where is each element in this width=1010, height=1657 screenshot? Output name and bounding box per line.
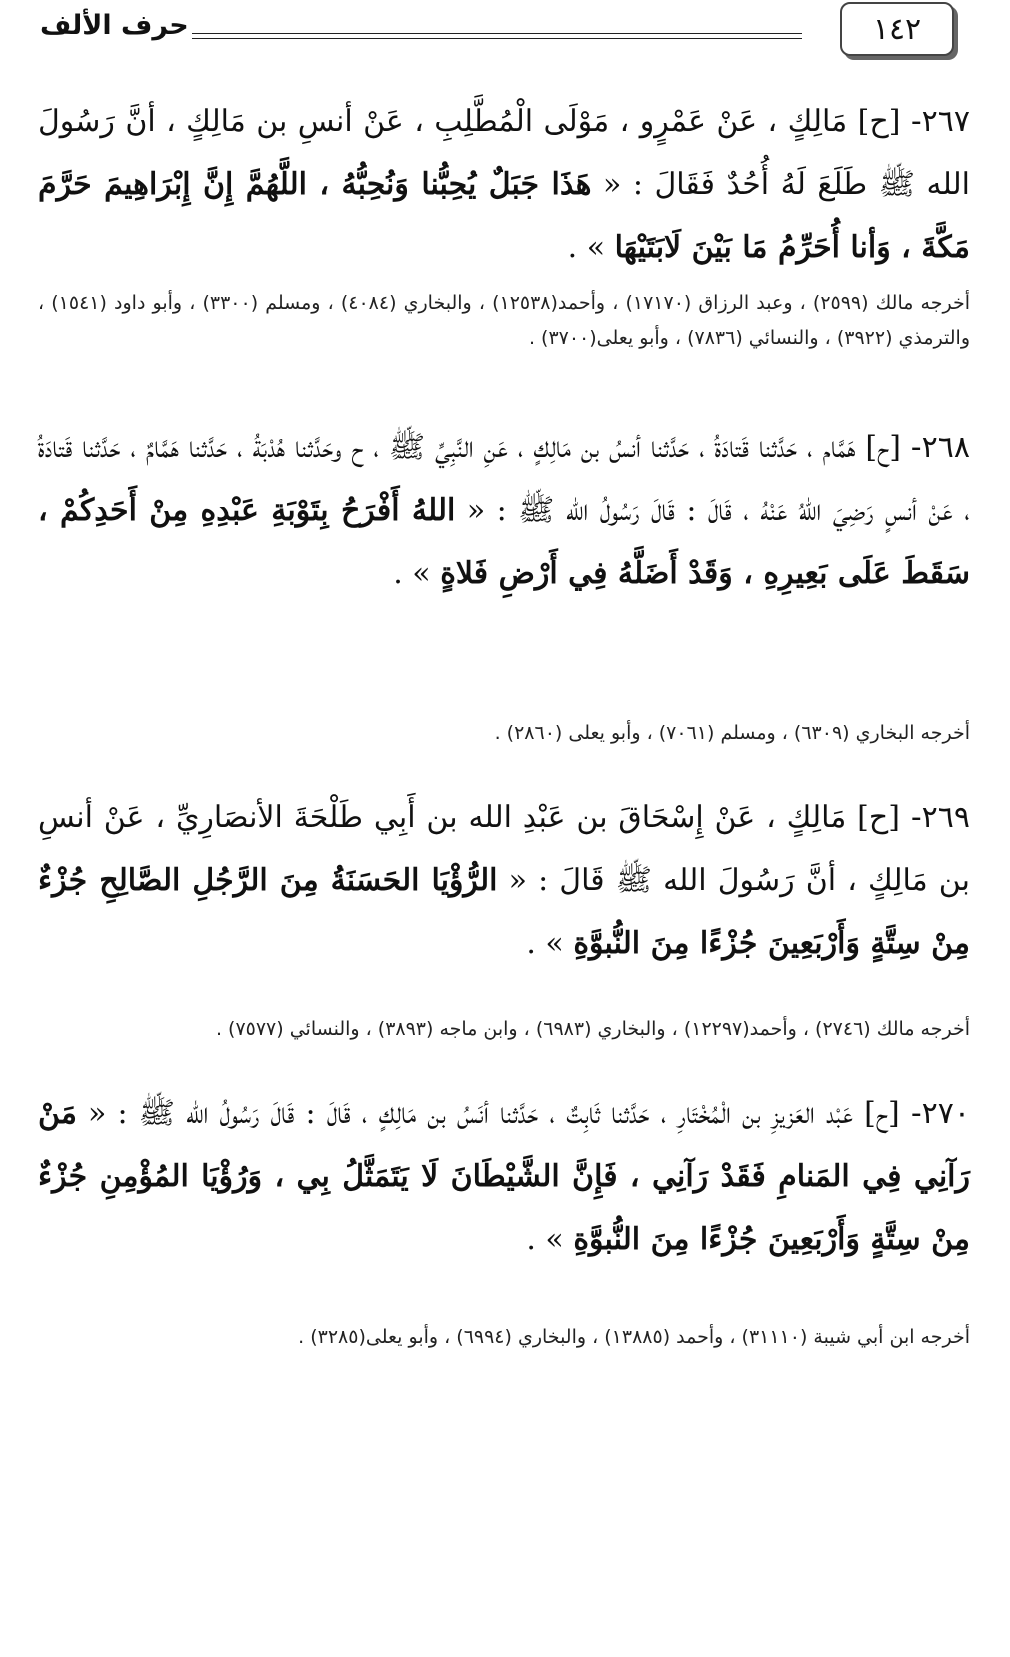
hadith-end: » . — [393, 556, 441, 591]
hadith-isnad: [ح] مَالِكٍ ، عَنْ عَمْرٍو ، مَوْلَى الْمُطَّلِبِ ، عَنْ أنسِ بن مَالِكٍ ، أنَّ رَسُولَ الله ﷺ طَلَعَ لَهُ أُحُدٌ فَقَالَ : « — [38, 104, 970, 202]
hadith-end: » . — [526, 1222, 574, 1257]
hadith-number: ٢٧٠- — [899, 1096, 970, 1131]
hadith-text — [38, 786, 970, 975]
hadith-end: » . — [526, 926, 574, 961]
hadith-entry-269 — [38, 786, 970, 975]
hadith-isnad: [ح] عَبْد العَزيزِ بن الْمُخْتَارِ ، حَدَّثنا ثَابِتٌ ، حَدَّثنا أنَسُ بن مَالِكٍ ، قَالَ : قَالَ رَسُولُ الله ﷺ : « — [76, 1096, 900, 1131]
hadith-number: ٢٦٨- — [900, 430, 970, 465]
page-header — [30, 0, 970, 60]
takhrij-text: أخرجه ابن أبي شيبة (٣١١١٠) ، وأحمد (١٣٨٨٥) ، والبخاري (٦٩٩٤) ، وأبو يعلى(٣٢٨٥) . — [298, 1326, 970, 1348]
hadith-text — [38, 416, 970, 605]
takhrij-270 — [38, 1320, 970, 1355]
hadith-entry-270 — [38, 1082, 970, 1271]
hadith-text — [38, 90, 970, 279]
hadith-number: ٢٦٩- — [899, 800, 970, 835]
hadith-end: » . — [567, 230, 615, 265]
takhrij-text: أخرجه مالك (٢٧٤٦) ، وأحمد(١٢٢٩٧) ، والبخاري (٦٩٨٣) ، وابن ماجه (٣٨٩٣) ، والنسائي (٧٥٧٧) . — [215, 1018, 970, 1040]
hadith-isnad: [ح] هَمَّام ، حَدَّثنا قَتادَةُ ، حَدَّثنا أنسُ بن مَالِكٍ ، عَنِ النَّبِيِّ ﷺ ، ح وحَدَّثنا هُدْبَةُ ، حَدَّثنا هَمَّامٌ ، حَدَّثنا قَتادَةُ ، عَنْ أنسٍ رَضِيَ اللهُ عَنْهُ ، قَالَ : قَالَ رَسُولُ الله ﷺ : « — [38, 430, 971, 528]
hadith-matn: مَنْ رَآنِي فِي المَنامِ فَقَدْ رَآنِي ، فَإِنَّ الشَّيْطَانَ لَا يَتَمَثَّلُ بِي ، وَرُؤْيَا المُؤْمِنِ جُزْءٌ مِنْ سِتَّةٍ وَأَرْبَعِينَ جُزْءًا مِنَ النُّبوَّةِ — [38, 1096, 970, 1257]
hadith-matn: الرُّؤْيَا الحَسَنَةُ مِنَ الرَّجُلِ الصَّالِحِ جُزْءٌ مِنْ سِتَّةٍ وَأَرْبَعِينَ جُزْءًا مِنَ النُّبوَّةِ — [38, 863, 970, 961]
header-rule — [192, 33, 802, 39]
takhrij-269 — [38, 1012, 970, 1047]
takhrij-268 — [38, 716, 970, 751]
hadith-matn: اللهُ أَفْرَحُ بِتَوْبَةِ عَبْدِهِ مِنْ أَحَدِكُمْ ، سَقَطَ عَلَى بَعِيرِهِ ، وَقَدْ أَضَلَّهُ فِي أَرْضِ فَلاةٍ — [38, 493, 970, 591]
page-number: ١٤٢ — [840, 2, 954, 56]
hadith-matn: هَذَا جَبَلٌ يُحِبُّنا وَنُحِبُّهُ ، اللَّهُمَّ إِنَّ إِبْرَاهِيمَ حَرَّمَ مَكَّةَ ، وَأنا أُحَرِّمُ مَا بَيْنَ لَابَتَيْهَا — [38, 167, 970, 265]
hadith-isnad: [ح] مَالِكٍ ، عَنْ إِسْحَاقَ بن عَبْدِ الله بن أَبِي طَلْحَةَ الأنصَارِيِّ ، عَنْ أنسِ بن مَالِكٍ ، أنَّ رَسُولَ الله ﷺ قَالَ : « — [38, 800, 970, 898]
running-title: حرف الألف — [40, 10, 189, 41]
hadith-number: ٢٦٧- — [900, 104, 970, 139]
hadith-entry-267 — [38, 90, 970, 279]
hadith-entry-268 — [38, 416, 970, 605]
hadith-text — [38, 1082, 970, 1271]
takhrij-text: أخرجه مالك (٢٥٩٩) ، وعبد الرزاق (١٧١٧٠) ، وأحمد(١٢٥٣٨) ، والبخاري (٤٠٨٤) ، ومسلم (٣٣٠٠) ، وأبو داود (١٥٤١) ، والترمذي (٣٩٢٢) ، والنسائي (٧٨٣٦) ، وأبو يعلى(٣٧٠٠) . — [38, 292, 970, 349]
takhrij-267 — [38, 286, 970, 356]
takhrij-text: أخرجه البخاري (٦٣٠٩) ، ومسلم (٧٠٦١) ، وأبو يعلى (٢٨٦٠) . — [494, 722, 970, 744]
